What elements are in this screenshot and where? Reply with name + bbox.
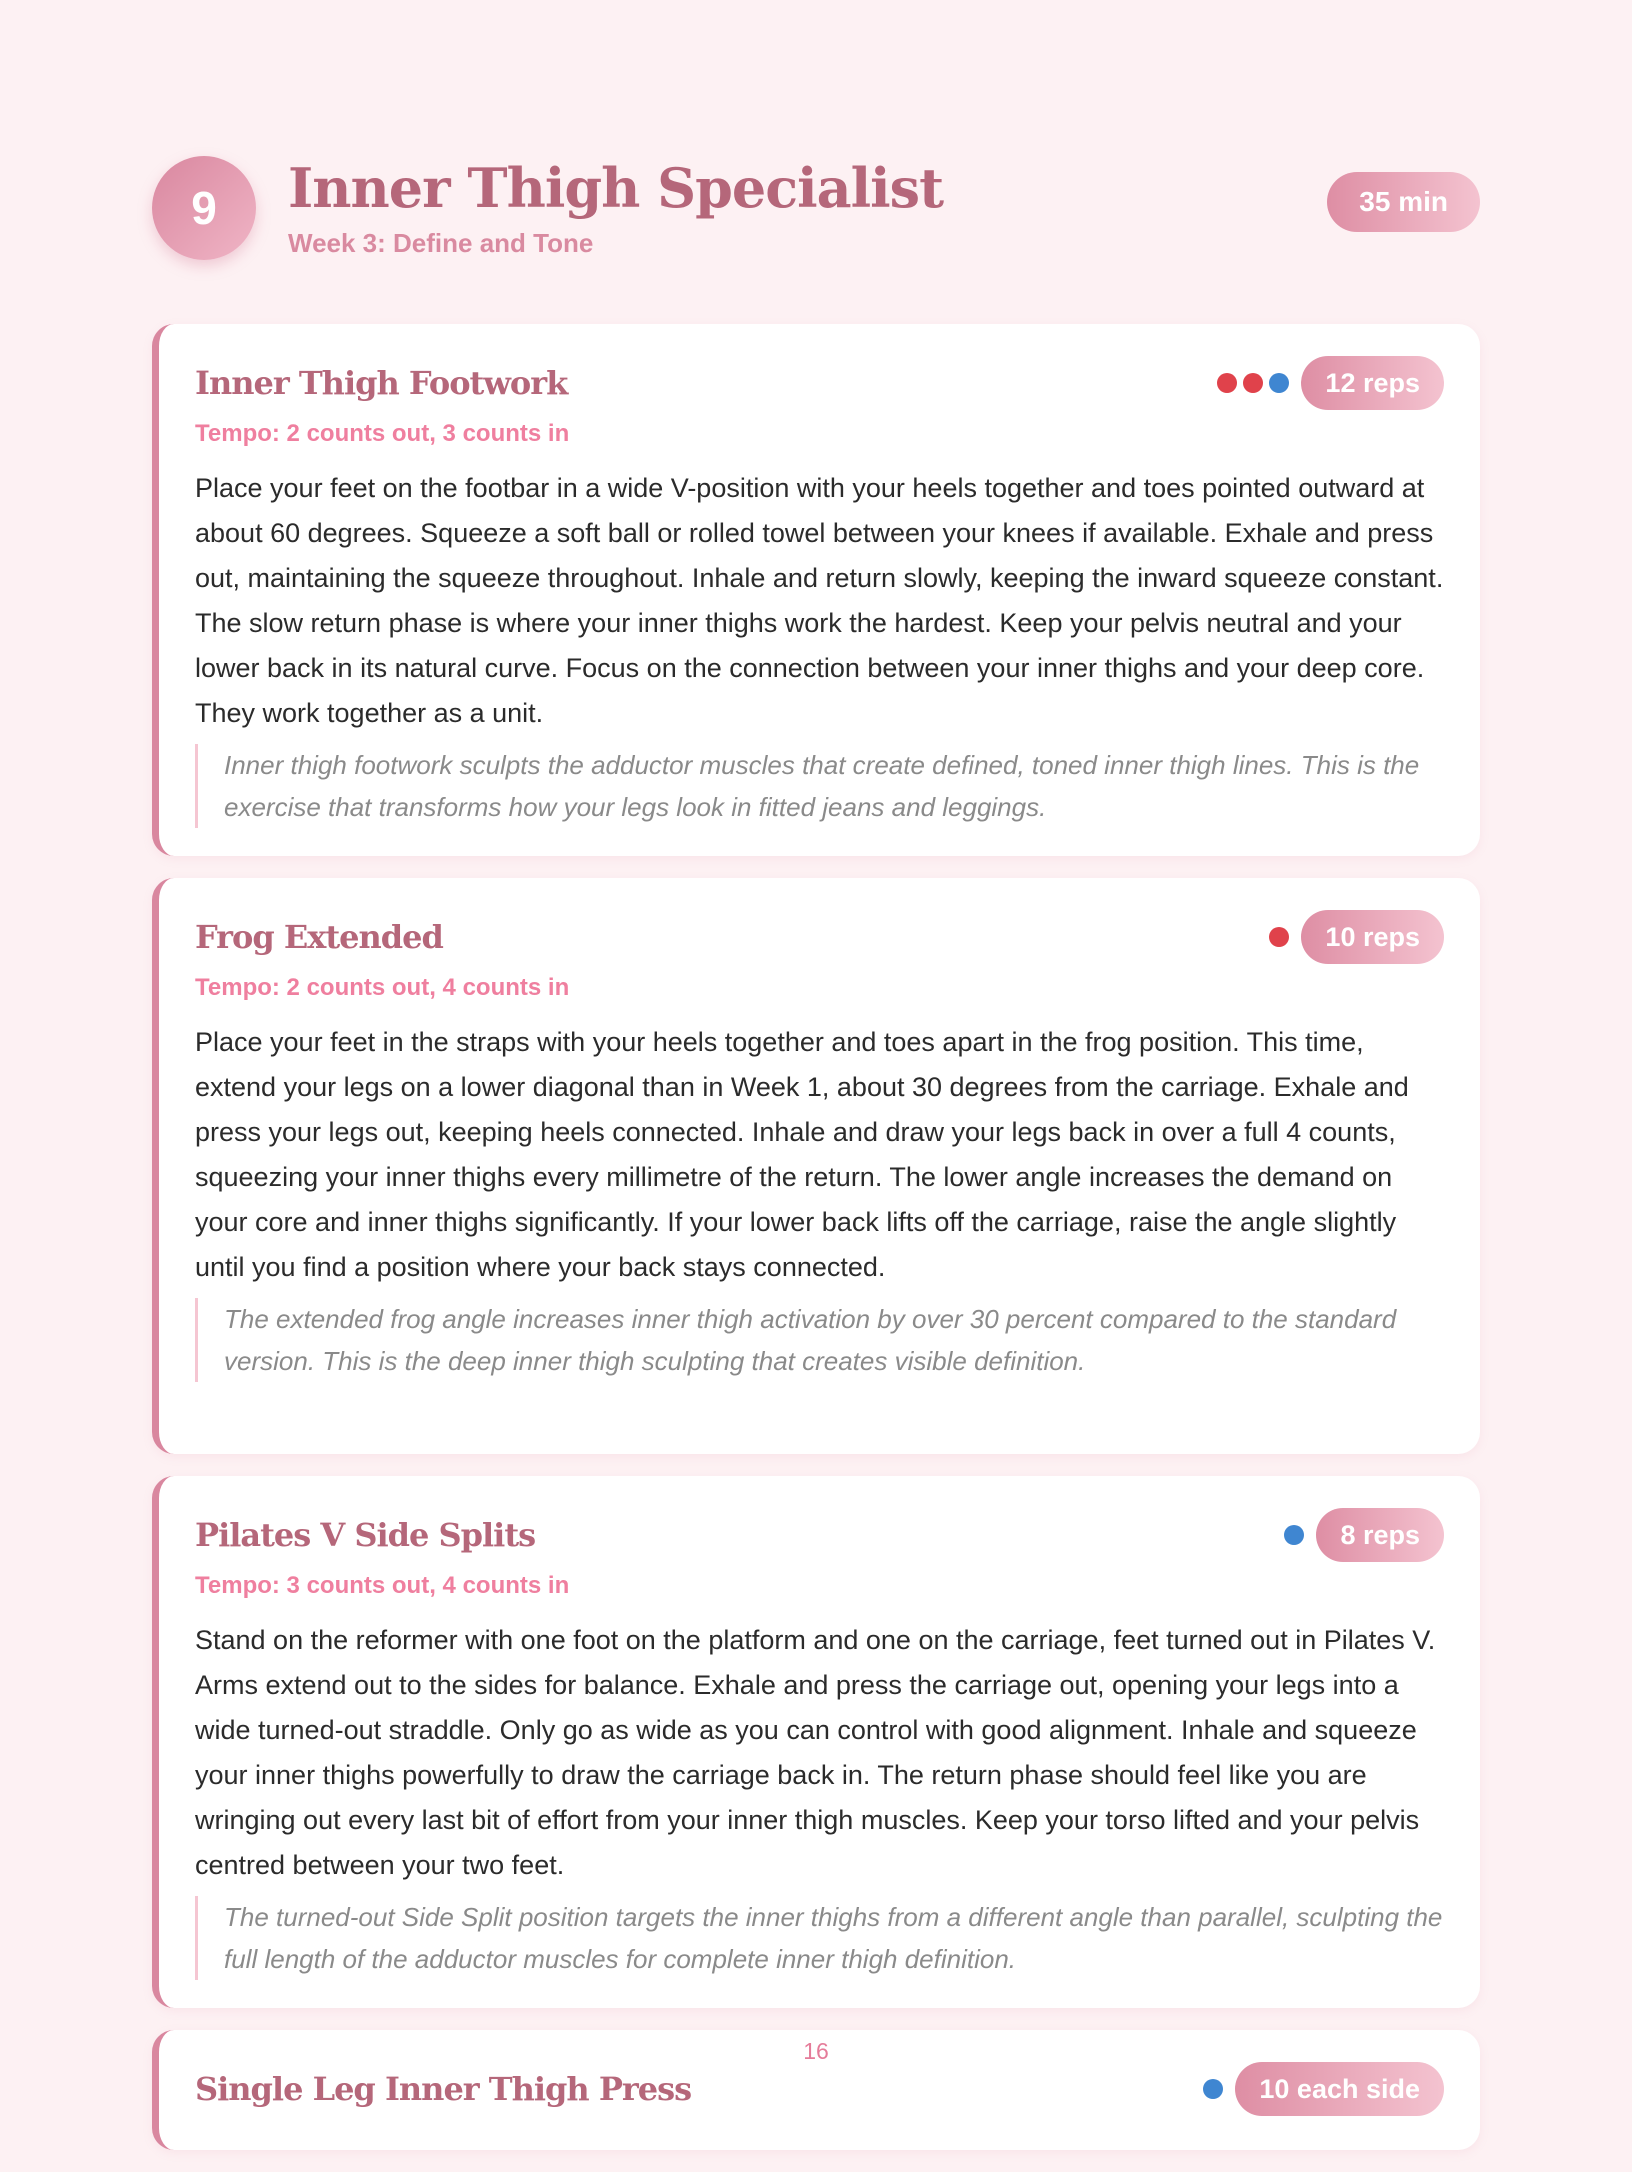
difficulty-dot	[1203, 2079, 1223, 2099]
exercise-title: Inner Thigh Footwork	[195, 364, 568, 402]
exercise-title: Pilates V Side Splits	[195, 1516, 536, 1554]
page-header	[152, 156, 1480, 266]
exercise-note: The turned-out Side Split position targets the inner thighs from a different angle than parallel, sculpting the full length of the adductor muscles for complete inner thigh definition.	[195, 1896, 1444, 1980]
exercise-note: The extended frog angle increases inner thigh activation by over 30 percent compared to the standard version. This is the deep inner thigh sculpting that creates visible definition.	[195, 1298, 1444, 1382]
exercise-list	[152, 324, 1480, 2172]
exercise-card	[152, 324, 1480, 856]
duration-badge: 35 min	[1327, 172, 1480, 232]
page-number: 16	[803, 2038, 829, 2064]
difficulty-dot	[1284, 1525, 1304, 1545]
reps-badge: 8 reps	[1316, 1508, 1444, 1562]
exercise-note: Inner thigh footwork sculpts the adductor muscles that create defined, toned inner thigh lines. This is the exercise that transforms how your legs look in fitted jeans and leggings.	[195, 744, 1444, 828]
difficulty-dot	[1243, 373, 1263, 393]
exercise-card	[152, 878, 1480, 1454]
exercise-title: Frog Extended	[195, 918, 443, 956]
reps-badge: 10 each side	[1235, 2062, 1444, 2116]
difficulty-dot	[1269, 927, 1289, 947]
exercise-description: Place your feet in the straps with your heels together and toes apart in the frog position. This time, extend your legs on a lower diagonal than in Week 1, about 30 degrees from the carriage. Exhale and press your legs out, keeping heels connected. Inhale and draw your legs back in over a full 4 counts, squeezing your inner thighs every millimetre of the return. The lower angle increases the demand on your core and inner thighs significantly. If your lower back lifts off the carriage, raise the angle slightly until you find a position where your back stays connected.	[195, 1027, 1409, 1282]
reps-badge: 10 reps	[1301, 910, 1444, 964]
section-number-badge: 9	[152, 156, 256, 260]
page-title: Inner Thigh Specialist	[288, 156, 944, 220]
exercise-card	[152, 1476, 1480, 2008]
difficulty-dots	[1217, 373, 1289, 393]
exercise-description: Place your feet on the footbar in a wide V-position with your heels together and toes pointed outward at about 60 degrees. Squeeze a soft ball or rolled towel between your knees if available. Exhale and press out, maintaining the squeeze throughout. Inhale and return slowly, keeping the inward squeeze constant. The slow return phase is where your inner thighs work the hardest. Keep your pelvis neutral and your lower back in its natural curve. Focus on the connection between your inner thighs and your deep core. They work together as a unit.	[195, 473, 1444, 728]
difficulty-dots	[1203, 2079, 1223, 2099]
exercise-tempo: Tempo: 3 counts out, 4 counts in	[195, 1572, 570, 1599]
difficulty-dot	[1269, 373, 1289, 393]
page-subtitle: Week 3: Define and Tone	[288, 228, 594, 258]
difficulty-dots	[1284, 1525, 1304, 1545]
difficulty-dot	[1217, 373, 1237, 393]
exercise-description: Stand on the reformer with one foot on the platform and one on the carriage, feet turned out in Pilates V. Arms extend out to the sides for balance. Exhale and press the carriage out, opening your legs into a wide turned-out straddle. Only go as wide as you can control with good alignment. Inhale and squeeze your inner thighs powerfully to draw the carriage back in. The return phase should feel like you are wringing out every last bit of effort from your inner thigh muscles. Keep your torso lifted and your pelvis centred between your two feet.	[195, 1625, 1436, 1880]
exercise-tempo: Tempo: 2 counts out, 4 counts in	[195, 974, 570, 1001]
exercise-tempo: Tempo: 2 counts out, 3 counts in	[195, 420, 570, 447]
difficulty-dots	[1269, 927, 1289, 947]
reps-badge: 12 reps	[1301, 356, 1444, 410]
exercise-title: Single Leg Inner Thigh Press	[195, 2070, 692, 2108]
